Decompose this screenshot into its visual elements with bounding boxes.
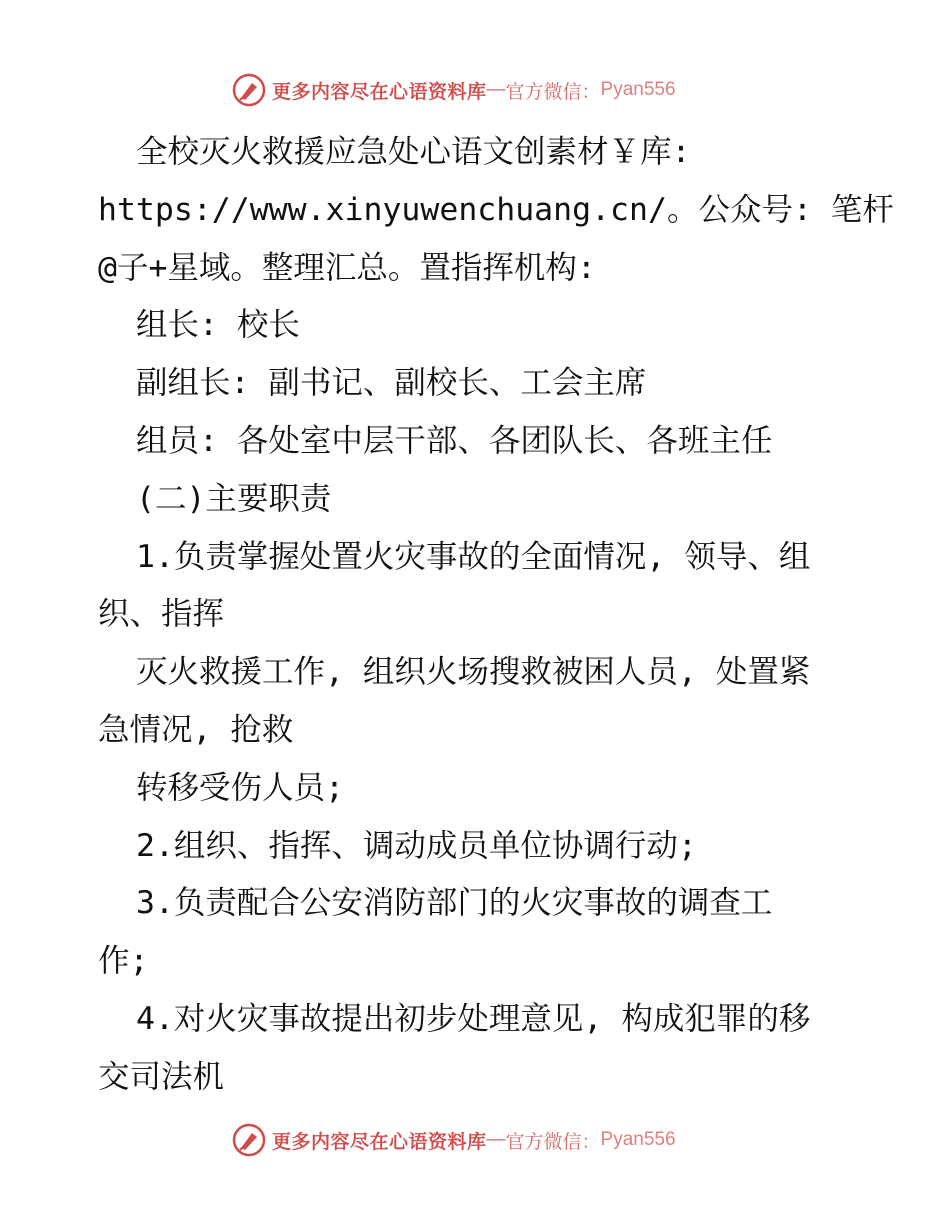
body-line: 转移受伤人员;: [136, 769, 344, 806]
banner-dash: —: [486, 1129, 506, 1150]
body-line: 交司法机: [98, 1058, 225, 1095]
body-line: 灭火救援工作, 组织火场搜救被困人员, 处置紧: [136, 654, 811, 691]
section-heading: (二)主要职责: [136, 480, 332, 517]
body-line: @子+星域。整理汇总。置指挥机构:: [98, 249, 596, 286]
header-banner: [232, 71, 712, 109]
banner-brand: 更多内容尽在心语资料库: [272, 1131, 487, 1153]
pen-nib-logo-icon: [232, 73, 266, 107]
body-line: 组员: 各处室中层干部、各团队长、各班主任: [136, 422, 773, 459]
body-line: 急情况, 抢救: [98, 711, 294, 748]
banner-official-label: 官方微信：: [505, 1131, 601, 1153]
body-line: 作;: [98, 943, 149, 980]
banner-brand: 更多内容尽在心语资料库: [272, 81, 487, 103]
pen-nib-logo-icon: [232, 1123, 266, 1157]
banner-wechat-id: Pyan556: [600, 79, 676, 100]
body-line: https://www.xinyuwenchuang.cn/。公众号: 笔杆: [98, 191, 894, 228]
banner-wechat-id: Pyan556: [600, 1129, 676, 1150]
body-line: 织、指挥: [98, 596, 225, 633]
body-line: 2.组织、指挥、调动成员单位协调行动;: [136, 827, 697, 864]
banner-dash: —: [486, 79, 506, 100]
footer-banner: [232, 1121, 712, 1159]
document-body: [98, 124, 894, 1107]
body-line: 全校灭火救援应急处心语文创素材￥库:: [136, 134, 691, 170]
body-line: 副组长: 副书记、副校长、工会主席: [136, 365, 647, 402]
body-line: 1.负责掌握处置火灾事故的全面情况, 领导、组: [136, 538, 811, 575]
body-line: 4.对火灾事故提出初步处理意见, 构成犯罪的移: [136, 1000, 811, 1037]
body-line: 3.负责配合公安消防部门的火灾事故的调查工: [136, 885, 773, 922]
body-line: 组长: 校长: [136, 307, 300, 344]
banner-official-label: 官方微信：: [505, 81, 601, 103]
